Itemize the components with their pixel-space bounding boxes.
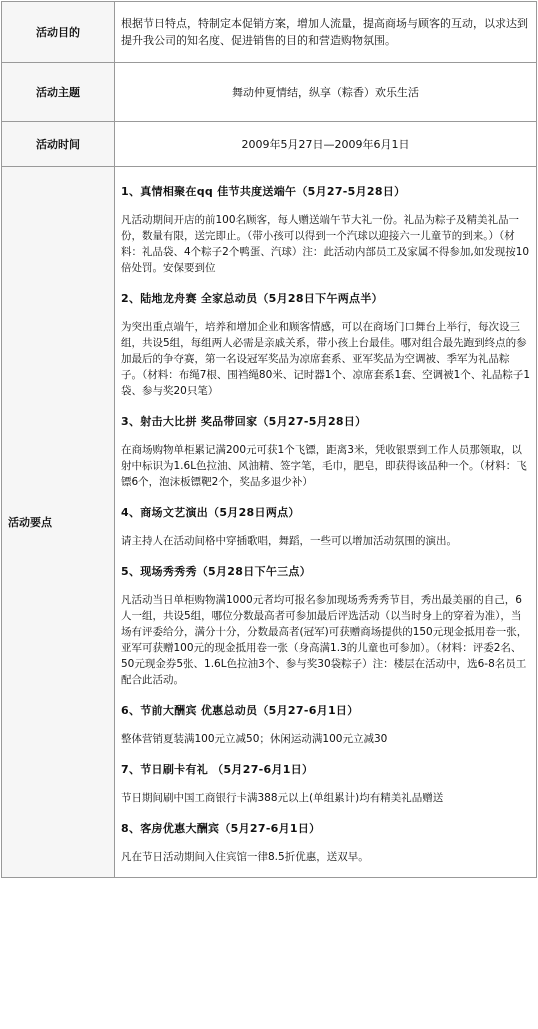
- section-body: 凡活动当日单柜购物满1000元者均可报名参加现场秀秀秀节目，秀出最美丽的自己，6人一组，共设5组，哪位分数最高者可参加最后评选活动（以当时身上的穿着为准），当场有评委给分，满分十分，分数最高者(冠军)可获赠商场提供的150元现金抵用卷一张，亚军可获赠100元的现金抵用卷一张（身高满1.3的儿童也可参加）。（材料：评委2名、50元现金券5张、1.6L色拉油3个、参与奖30袋粽子）注：楼层在活动中，选6-8名员工配合此活动。: [121, 594, 528, 686]
- points-label: 活动要点: [2, 167, 115, 878]
- theme-text: 舞动仲夏情结，纵享（粽香）欢乐生活: [115, 63, 537, 122]
- section-body: 整体营销夏装满100元立减50；休闲运动满100元立减30: [121, 733, 388, 745]
- purpose-label: 活动目的: [2, 2, 115, 63]
- section-heading: 1、真情相聚在qq 佳节共度送端午（5月27-5月28日）: [121, 185, 406, 198]
- section-body: 为突出重点端午，培养和增加企业和顾客情感，可以在商场门口舞台上举行，每次设三组，共设5组，每组两人必需是亲戚关系，带小孩上台最佳。哪对组合最先跑到终点的参加最后的争夺赛，第一名设冠军奖品为凉席套系、亚军奖品为空调被、季军为礼品粽子。（材料：布绳7根、围裆绳80米、记时器1个、凉席套系1套、空调被1个、礼品粽子1袋、参与奖20只笔）: [121, 321, 531, 397]
- section-heading: 3、射击大比拼 奖品带回家（5月27-5月28日）: [121, 415, 367, 428]
- section-body: 凡活动期间开店的前100名顾客，每人赠送端午节大礼一份。礼品为粽子及精美礼品一份，数量有限，送完即止。（带小孩可以得到一个汽球以迎接六一儿童节的到来。）（材料：礼品袋、4个粽子2个鸭蛋、汽球）注：此活动内部员工及家属不得参加,如发现按10倍处罚。安保要到位: [121, 214, 530, 274]
- time-text: 2009年5月27日—2009年6月1日: [115, 122, 537, 167]
- points-content: [115, 167, 537, 878]
- time-label: 活动时间: [2, 122, 115, 167]
- section-heading: 2、陆地龙舟赛 全家总动员（5月28日下午两点半）: [121, 292, 383, 305]
- section-heading: 7、节日刷卡有礼 （5月27-6月1日）: [121, 763, 314, 776]
- section-body: 节日期间刷中国工商银行卡满388元以上(单组累计)均有精美礼品赠送: [121, 792, 444, 804]
- section-heading: 4、商场文艺演出（5月28日两点）: [121, 506, 300, 519]
- row-purpose: [2, 2, 537, 63]
- section-body: 凡在节日活动期间入住宾馆一律8.5折优惠，送双早。: [121, 851, 369, 863]
- section-heading: 8、客房优惠大酬宾（5月27-6月1日）: [121, 822, 321, 835]
- section-heading: 5、现场秀秀秀（5月28日下午三点）: [121, 565, 312, 578]
- row-time: [2, 122, 537, 167]
- purpose-text: 根据节日特点，特制定本促销方案，增加人流量，提高商场与顾客的互动，以求达到提升我公司的知名度、促进销售的目的和营造购物氛围。: [115, 2, 537, 63]
- row-theme: [2, 63, 537, 122]
- section-heading: 6、节前大酬宾 优惠总动员（5月27-6月1日）: [121, 704, 359, 717]
- promotion-plan-table: [1, 1, 537, 878]
- row-points: [2, 167, 537, 878]
- section-body: 在商场购物单柜累记满200元可获1个飞镖，距离3米，凭收银票到工作人员那领取，以射中标识为1.6L色拉油、风油精、签字笔，毛巾，肥皂，即获得该品种一个。（材料：飞镖6个，泡沫板镖靶2个，奖品多退少补）: [121, 444, 527, 488]
- section-body: 请主持人在活动间格中穿插歌唱，舞蹈，一些可以增加活动氛围的演出。: [121, 535, 457, 547]
- theme-label: 活动主题: [2, 63, 115, 122]
